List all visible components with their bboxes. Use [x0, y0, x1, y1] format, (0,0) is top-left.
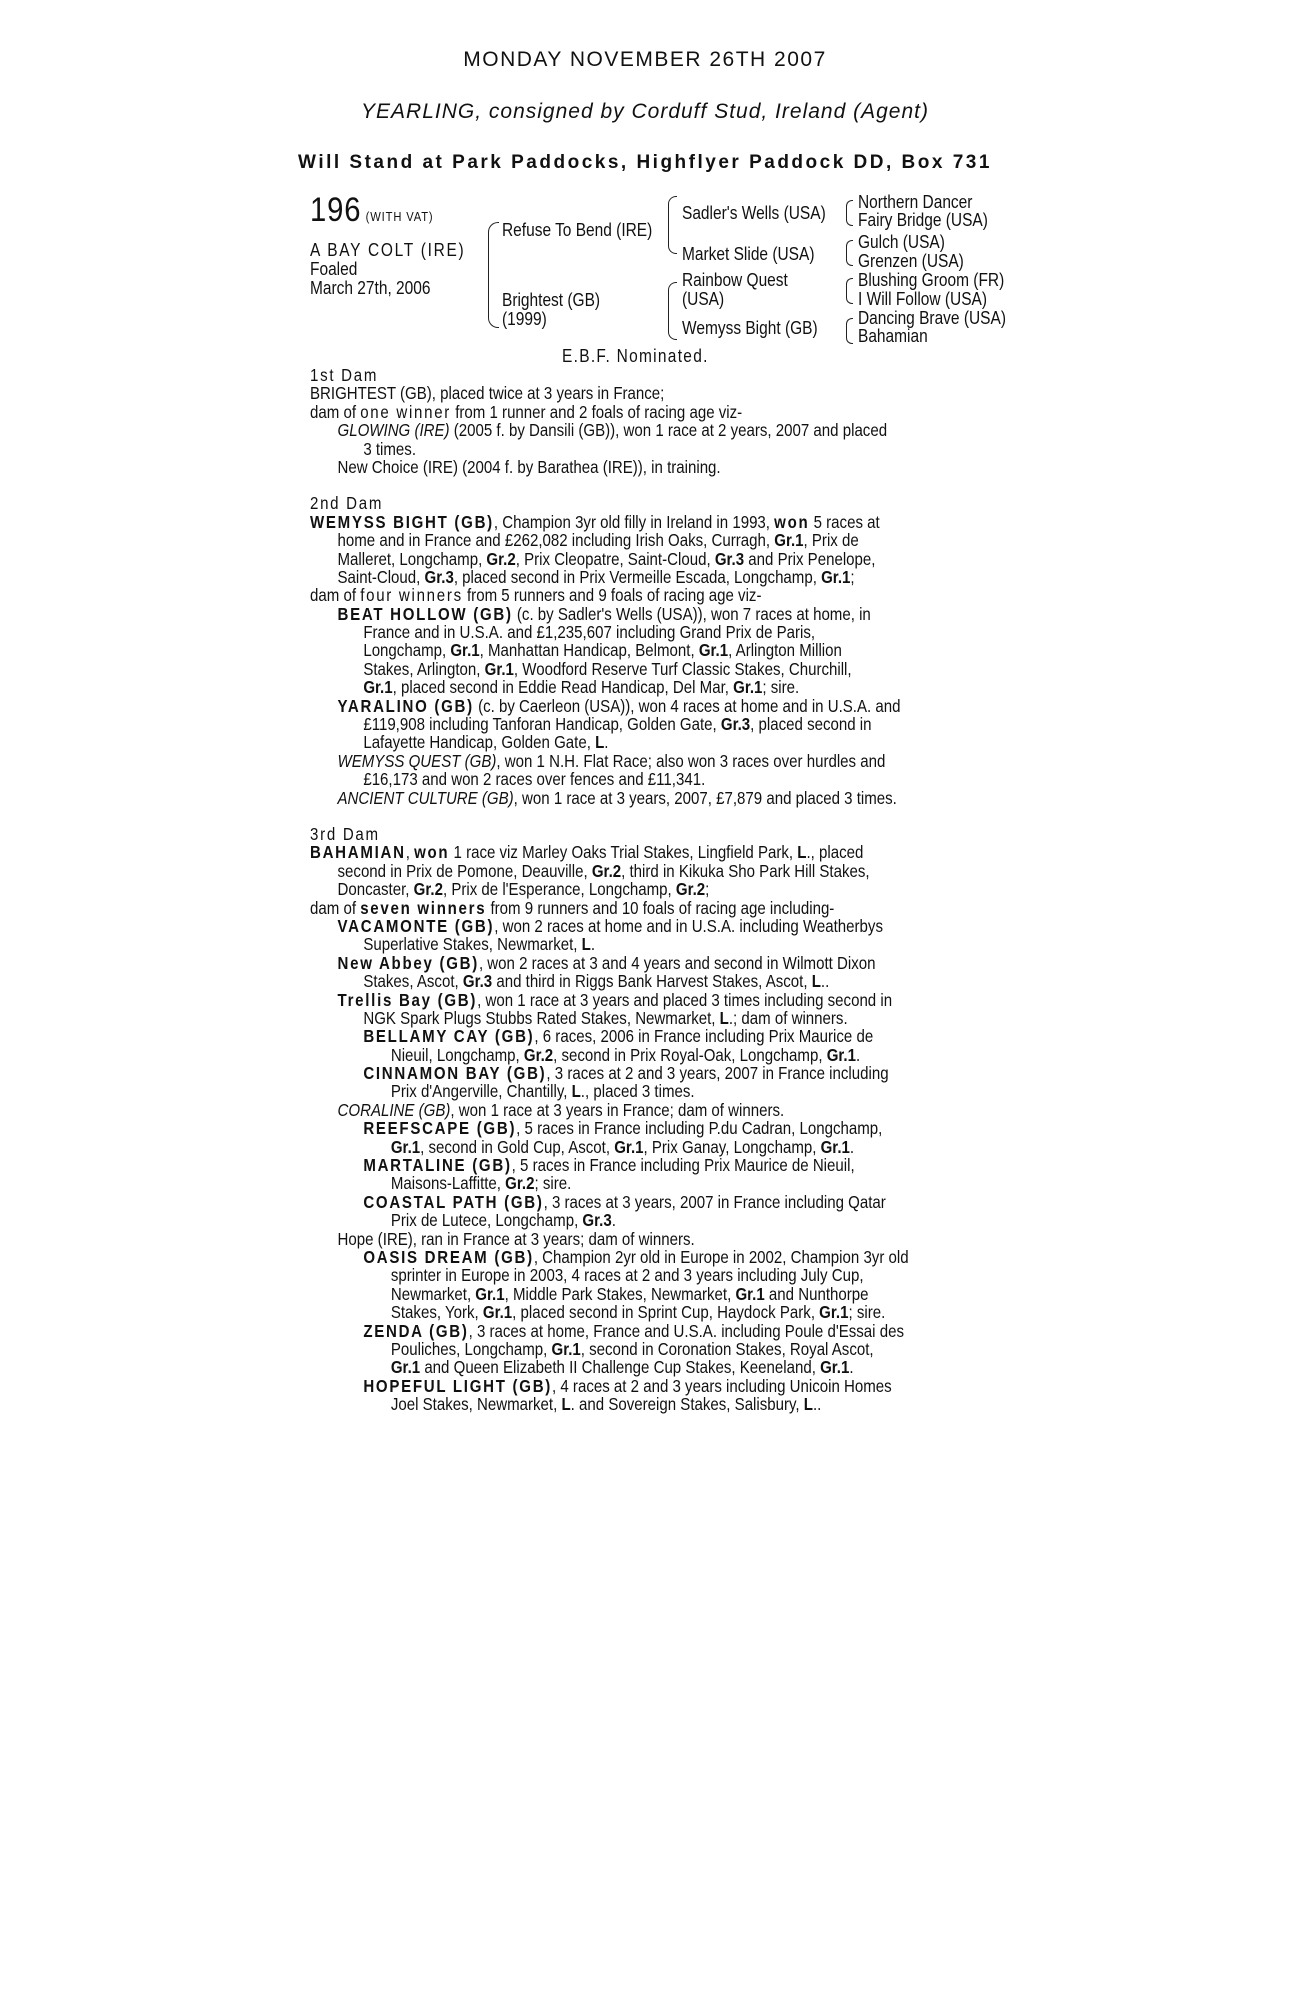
third-dam-grandfoal: ZENDA (GB), 3 races at home, France and U.S.A. including Poule d'Essai des: [363, 1320, 904, 1341]
third-dam-foal-cont: NGK Spark Plugs Stubbs Rated Stakes, Newmarket, L.; dam of winners.: [363, 1007, 848, 1028]
second-dam-line: WEMYSS BIGHT (GB), Champion 3yr old filly in Ireland in 1993, won 5 races at: [310, 511, 880, 532]
third-dam-grandfoal-cont: Pouliches, Longchamp, Gr.1, second in Coronation Stakes, Royal Ascot,: [390, 1338, 874, 1359]
third-dam-grandfoal: BELLAMY CAY (GB), 6 races, 2006 in France including Prix Maurice de: [363, 1026, 874, 1047]
g3-2: Fairy Bridge (USA): [858, 210, 988, 230]
second-dam-foal: BEAT HOLLOW (GB) (c. by Sadler's Wells (USA)), won 7 races at home, in: [337, 603, 871, 624]
third-dam-foal: CORALINE (GB), won 1 race at 3 years in France; dam of winners.: [337, 1099, 785, 1120]
second-dam-foal-cont: Stakes, Arlington, Gr.1, Woodford Reserve Turf Classic Stakes, Churchill,: [363, 658, 852, 679]
brace-gen3-3: [846, 278, 853, 304]
third-dam-grandfoal-cont: Prix d'Angerville, Chantilly, L., placed 3 times.: [390, 1081, 695, 1102]
third-dam-line: BAHAMIAN, won 1 race viz Marley Oaks Trial Stakes, Lingfield Park, L., placed: [310, 842, 864, 863]
second-dam-foal-cont: £16,173 and won 2 races over fences and £11,341.: [363, 769, 706, 790]
ebf-nominated: E.B.F. Nominated.: [562, 346, 709, 366]
third-dam-grandfoal-cont: Joel Stakes, Newmarket, L. and Sovereign Stakes, Salisbury, L..: [390, 1394, 822, 1415]
first-dam-line: BRIGHTEST (GB), placed twice at 3 years in France;: [310, 383, 665, 404]
second-dam-foal-cont: France and in U.S.A. and £1,235,607 including Grand Prix de Paris,: [363, 622, 816, 643]
brace-gen3-2: [846, 240, 853, 266]
sire: Refuse To Bend (IRE): [502, 220, 653, 240]
third-dam-grandfoal: MARTALINE (GB), 5 races in France including Prix Maurice de Nieuil,: [363, 1155, 855, 1176]
dam: Brightest (GB): [502, 290, 601, 310]
third-dam-grandfoal-cont: Stakes, York, Gr.1, placed second in Sprint Cup, Haydock Park, Gr.1; sire.: [390, 1302, 886, 1323]
third-dam-grandfoal-cont: Gr.1, second in Gold Cup, Ascot, Gr.1, Prix Ganay, Longchamp, Gr.1.: [390, 1136, 855, 1157]
g3-6: I Will Follow (USA): [858, 289, 988, 309]
third-dam-grandfoal-cont: Gr.1 and Queen Elizabeth II Challenge Cup Stakes, Keeneland, Gr.1.: [390, 1357, 854, 1378]
vat-note: (WITH VAT): [365, 209, 434, 224]
third-dam-grandfoal-cont: sprinter in Europe in 2003, 4 races at 2 and 3 years including July Cup,: [390, 1265, 864, 1286]
third-dam-foal-cont: Stakes, Ascot, Gr.3 and third in Riggs Bank Harvest Stakes, Ascot, L..: [363, 971, 830, 992]
second-dam-foal-cont: £119,908 including Tanforan Handicap, Golden Gate, Gr.3, placed second in: [363, 714, 872, 735]
dam-dam: Wemyss Bight (GB): [682, 318, 818, 338]
lot-number: 196: [310, 191, 362, 229]
second-dam-foal-cont: Gr.1, placed second in Eddie Read Handicap, Del Mar, Gr.1; sire.: [363, 677, 800, 698]
first-dam-foal-cont: 3 times.: [363, 438, 417, 459]
third-dam-grandfoal: HOPEFUL LIGHT (GB), 4 races at 2 and 3 years including Unicoin Homes: [363, 1375, 892, 1396]
second-dam-line: Saint-Cloud, Gr.3, placed second in Prix Vermeille Escada, Longchamp, Gr.1;: [337, 566, 855, 587]
second-dam-heading: 2nd Dam: [310, 493, 384, 514]
g3-4: Grenzen (USA): [858, 251, 964, 271]
stand-location: Will Stand at Park Paddocks, Highflyer Paddock DD, Box 731: [298, 152, 992, 173]
third-dam-grandfoal: COASTAL PATH (GB), 3 races at 3 years, 2007 in France including Qatar: [363, 1191, 886, 1212]
dam-sire-country: (USA): [682, 289, 725, 309]
second-dam-foal: YARALINO (GB) (c. by Caerleon (USA)), won 4 races at home and in U.S.A. and: [337, 695, 901, 716]
first-dam-foal: New Choice (IRE) (2004 f. by Barathea (IRE)), in training.: [337, 456, 721, 477]
brace-gen2-dam: [668, 282, 677, 340]
dam-line-text: [310, 366, 1070, 1413]
g3-1: Northern Dancer: [858, 192, 973, 212]
dam-sire: Rainbow Quest: [682, 270, 788, 290]
brace-gen3-1: [846, 200, 853, 226]
second-dam-foal-cont: Longchamp, Gr.1, Manhattan Handicap, Belmont, Gr.1, Arlington Million: [363, 640, 842, 661]
third-dam-grandfoal-cont: Newmarket, Gr.1, Middle Park Stakes, Newmarket, Gr.1 and Nunthorpe: [390, 1283, 869, 1304]
sire-dam: Market Slide (USA): [682, 244, 815, 264]
sale-date: MONDAY NOVEMBER 26TH 2007: [463, 48, 827, 71]
brace-gen2-sire: [668, 196, 677, 254]
third-dam-foal: VACAMONTE (GB), won 2 races at home and in U.S.A. including Weatherbys: [337, 915, 883, 936]
brace-gen3-4: [846, 318, 853, 344]
second-dam-foal: ANCIENT CULTURE (GB), won 1 race at 3 years, 2007, £7,879 and placed 3 times.: [337, 787, 897, 808]
second-dam-produce: dam of four winners from 5 runners and 9 foals of racing age viz-: [310, 585, 762, 606]
third-dam-produce: dam of seven winners from 9 runners and 10 foals of racing age including-: [310, 897, 835, 918]
third-dam-grandfoal: REEFSCAPE (GB), 5 races in France including P.du Cadran, Longchamp,: [363, 1118, 883, 1139]
first-dam-heading: 1st Dam: [310, 365, 379, 385]
second-dam-foal-cont: Lafayette Handicap, Golden Gate, L.: [363, 732, 609, 753]
g3-3: Gulch (USA): [858, 232, 945, 252]
third-dam-grandfoal: CINNAMON BAY (GB), 3 races at 2 and 3 years, 2007 in France including: [363, 1063, 889, 1084]
third-dam-foal: New Abbey (GB), won 2 races at 3 and 4 years and second in Wilmott Dixon: [337, 952, 876, 973]
third-dam-line: Doncaster, Gr.2, Prix de l'Esperance, Longchamp, Gr.2;: [337, 879, 710, 900]
lot-number-line: [310, 192, 433, 228]
g3-5: Blushing Groom (FR): [858, 270, 1005, 290]
brace-gen1: [488, 222, 499, 328]
second-dam-line: home and in France and £262,082 including Irish Oaks, Curragh, Gr.1, Prix de: [337, 530, 859, 551]
third-dam-line: second in Prix de Pomone, Deauville, Gr.2, third in Kikuka Sho Park Hill Stakes,: [337, 860, 870, 881]
third-dam-heading: 3rd Dam: [310, 823, 380, 844]
first-dam-foal: GLOWING (IRE) (2005 f. by Dansili (GB)), won 1 race at 2 years, 2007 and placed: [337, 420, 888, 441]
second-dam-foal: WEMYSS QUEST (GB), won 1 N.H. Flat Race; also won 3 races over hurdles and: [337, 750, 886, 771]
pedigree-table: [0, 0, 1290, 360]
consignor-line: YEARLING, consigned by Corduff Stud, Ireland (Agent): [361, 100, 929, 123]
foaled-date: March 27th, 2006: [310, 278, 431, 298]
g3-8: Bahamian: [858, 326, 928, 346]
g3-7: Dancing Brave (USA): [858, 308, 1006, 328]
first-dam-produce: dam of one winner from 1 runner and 2 foals of racing age viz-: [310, 401, 743, 422]
third-dam-foal: Trellis Bay (GB), won 1 race at 3 years and placed 3 times including second in: [337, 989, 893, 1010]
third-dam-grandfoal-cont: Prix de Lutece, Longchamp, Gr.3.: [390, 1210, 616, 1231]
third-dam-foal-cont: Superlative Stakes, Newmarket, L.: [363, 934, 596, 955]
lot-description: A BAY COLT (IRE): [310, 240, 466, 260]
dam-year: (1999): [502, 309, 547, 329]
foaled-label: Foaled: [310, 259, 358, 279]
second-dam-line: Malleret, Longchamp, Gr.2, Prix Cleopatre, Saint-Cloud, Gr.3 and Prix Penelope,: [337, 548, 876, 569]
third-dam-grandfoal-cont: Nieuil, Longchamp, Gr.2, second in Prix Royal-Oak, Longchamp, Gr.1.: [390, 1044, 861, 1065]
third-dam-foal: Hope (IRE), ran in France at 3 years; dam of winners.: [337, 1228, 695, 1249]
sire-sire: Sadler's Wells (USA): [682, 203, 826, 223]
third-dam-grandfoal-cont: Maisons-Laffitte, Gr.2; sire.: [390, 1173, 572, 1194]
third-dam-grandfoal: OASIS DREAM (GB), Champion 2yr old in Europe in 2002, Champion 3yr old: [363, 1246, 909, 1267]
